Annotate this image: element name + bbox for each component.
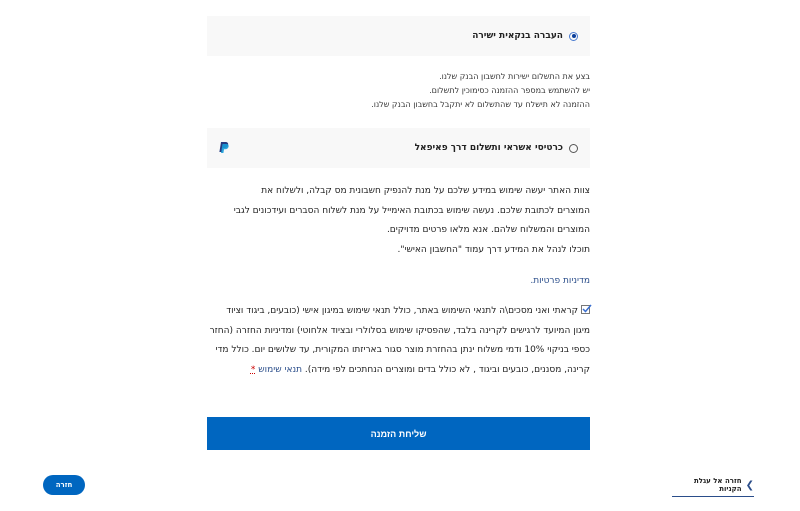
bank-desc-line: בצע את התשלום ישירות לחשבון הבנק שלנו. [439,72,590,81]
bank-transfer-label: העברה בנקאית ישירה [472,31,563,41]
privacy-info [207,182,590,260]
back-to-cart-link[interactable] [672,477,754,497]
required-mark: * [250,364,256,375]
paypal-icon [219,139,229,158]
privacy-info-line: המוצרים לכתובת שלכם. נעשה שימוש בכתובת האימייל על מנת לשלוח הסברים ועידכונים לגבי [233,205,590,216]
privacy-info-line: צוות האתר יעשה שימוש במידע שלכם על מנת להנפיק חשבונית מס קבלה, ולשלוח את [261,186,590,196]
terms-text: קראתי ואני מסכים\ה לתנאי השימוש באתר, כולל תנאי שימוש במיגון אישי (כובעים, ביגוד וציוד מיגון המיועד לרגישים לקרינה בלבד, שהפסיקו שימוש בסלולרי ובציוד אלחוטי) ומדיניות החזרה (החזר כספי בניקוי 10% ודמי משלוח ינתן בהחזרת מוצר סגור באריזתו המקורית, עד שלושים יום. כולל מדי קרינה, מסננים, כובעים וביגוד , לא כולל בדים ומוצרים הנחתכים לפי מידה). [209,306,590,375]
payment-option-bank-transfer[interactable] [207,16,590,56]
privacy-info-line: תוכלו לנהל את המידע דרך עמוד "החשבון האישי". [397,244,590,255]
privacy-policy-link[interactable]: מדיניות פרטיות. [530,276,590,286]
privacy-info-line: המוצרים והמשלוח שלהם. אנא מלאו פרטים מדויקים. [386,225,590,235]
radio-bank-transfer[interactable] [569,32,578,41]
back-button[interactable]: חזרה [43,475,85,495]
back-to-cart-label: חזרה אל עגלת הקניות [693,477,742,493]
bank-desc-line: יש להשתמש במספר ההזמנה כסימוכין לתשלום. [429,86,590,95]
terms-checkbox[interactable] [581,305,590,314]
payment-option-paypal[interactable] [207,128,590,168]
place-order-button[interactable]: שליחת הזמנה [207,417,590,450]
bank-transfer-description [207,70,608,112]
terms-agreement [207,302,590,380]
radio-paypal[interactable] [569,144,578,153]
paypal-label: כרטיסי אשראי ותשלום דרך פאיפאל [414,143,563,153]
bank-desc-line: ההזמנה לא תישלח עד שהתשלום לא יתקבל בחשבון הבנק שלנו. [371,100,590,109]
terms-link[interactable]: תנאי שימוש [258,364,303,375]
radio-selected-dot [572,34,576,38]
chevron-left-icon: ❯ [745,479,754,491]
